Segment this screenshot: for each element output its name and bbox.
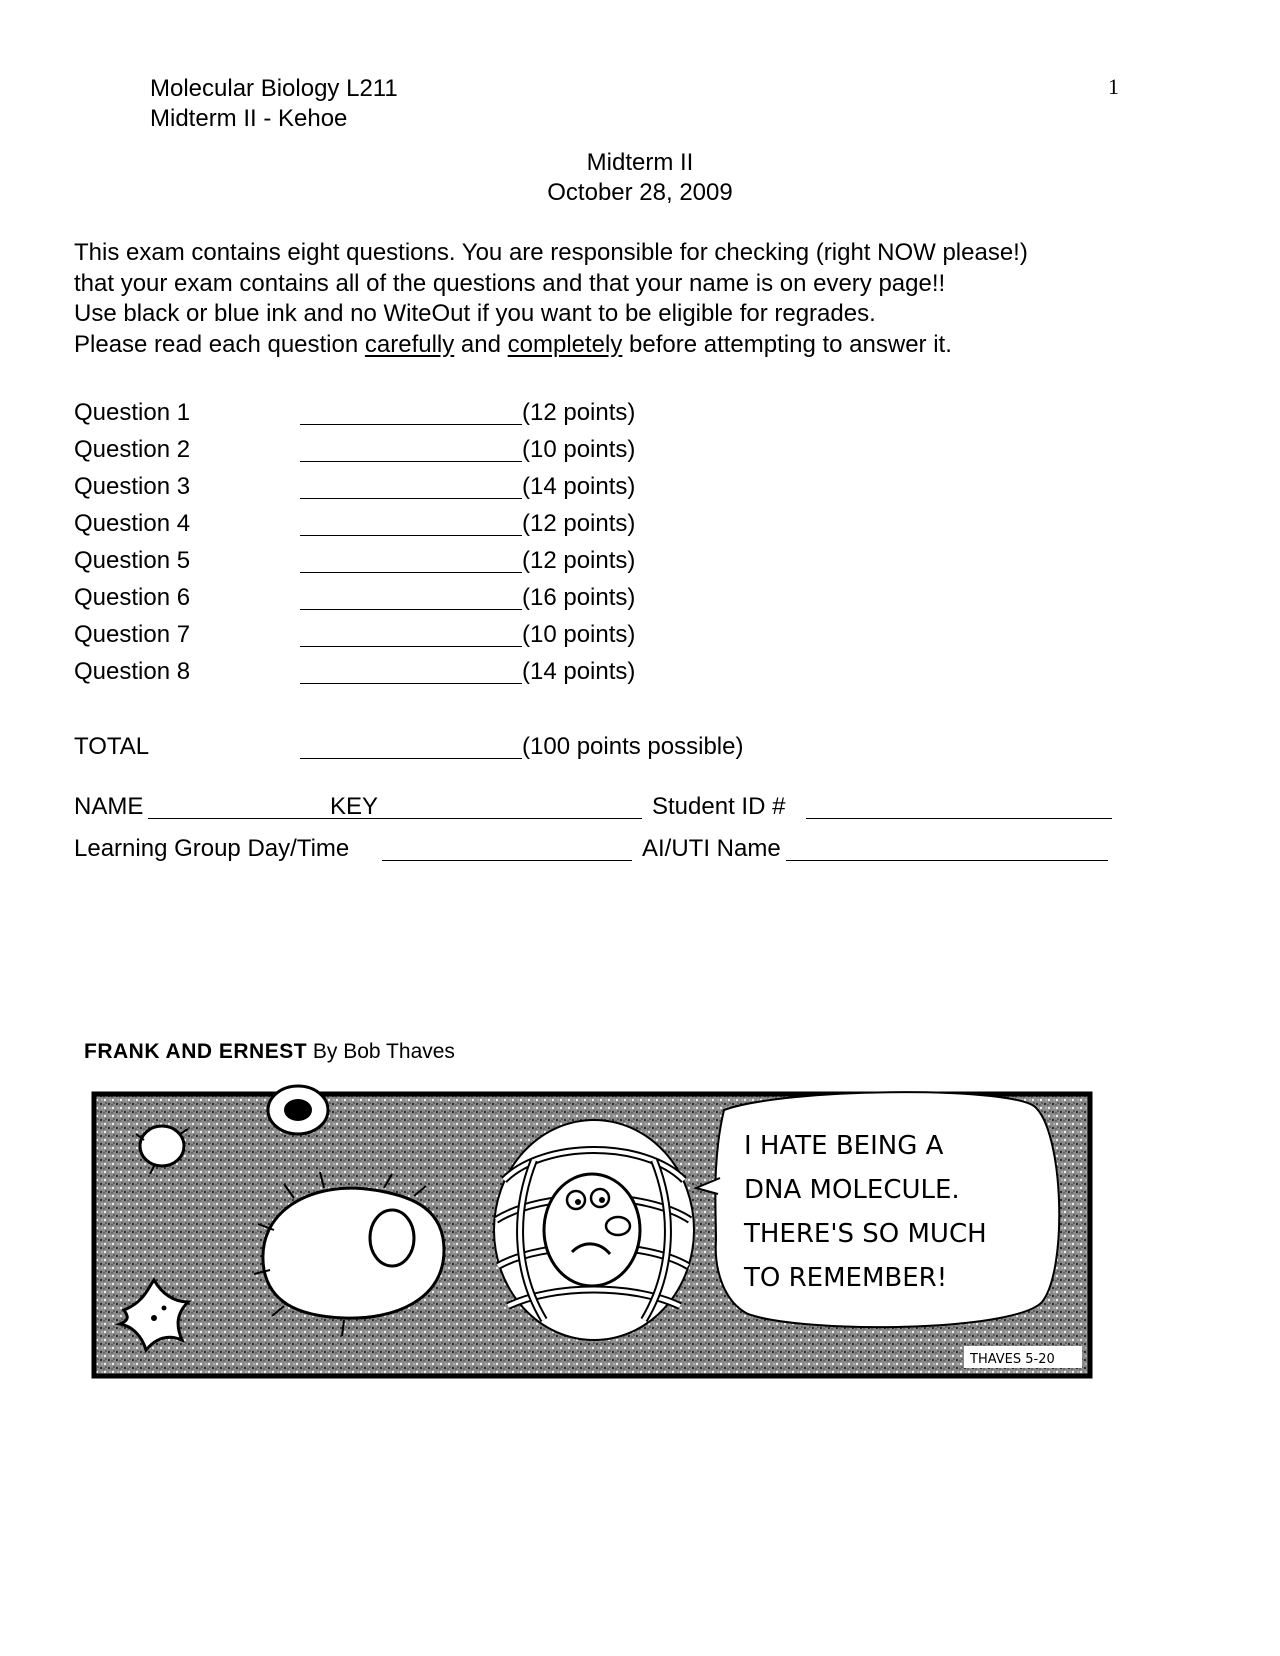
question-label: Question 3 <box>74 473 191 500</box>
instruction-line-4 <box>74 330 1224 361</box>
question-points: (14 points) <box>522 658 636 685</box>
question-label: Question 7 <box>74 621 191 648</box>
comic-byline: By Bob Thaves <box>307 1040 455 1063</box>
speech-line: I HATE BEING A <box>744 1131 944 1161</box>
score-row <box>74 472 774 502</box>
name-label: NAME <box>74 793 144 820</box>
score-blank[interactable] <box>300 546 522 573</box>
question-label: Question 5 <box>74 547 191 574</box>
ai-uti-field[interactable] <box>786 834 1108 861</box>
score-blank[interactable] <box>300 509 522 536</box>
student-id-field[interactable] <box>806 792 1112 819</box>
question-label: Question 8 <box>74 658 191 685</box>
instruction-line-4-end: before attempting to answer it. <box>622 330 952 358</box>
exam-date: October 28, 2009 <box>547 179 733 206</box>
question-label: Question 4 <box>74 510 191 537</box>
score-row <box>74 583 774 613</box>
comic-panel <box>84 1070 1104 1390</box>
speech-bubble <box>696 1092 1059 1327</box>
score-row <box>74 398 774 428</box>
score-row <box>74 620 774 650</box>
score-row <box>74 657 774 687</box>
instructions <box>74 238 1224 360</box>
artist-signature: THAVES 5-20 <box>970 1352 1055 1367</box>
name-value: KEY <box>330 793 379 820</box>
total-points: (100 points possible) <box>522 733 744 760</box>
ai-uti-label: AI/UTI Name <box>642 835 781 862</box>
score-blank[interactable] <box>300 657 522 684</box>
question-points: (16 points) <box>522 584 636 611</box>
score-row <box>74 509 774 539</box>
instruction-line-3: Use black or blue ink and no WiteOut if you want to be eligible for regrades. <box>74 300 876 327</box>
page-number: 1 <box>1108 74 1119 99</box>
question-points: (12 points) <box>522 510 636 537</box>
exam-label: Midterm II - Kehoe <box>150 105 348 132</box>
score-blank[interactable] <box>300 620 522 647</box>
cell-blob <box>268 1086 328 1134</box>
learning-group-field[interactable] <box>382 834 632 861</box>
instruction-line-1: This exam contains eight questions. You are responsible for checking (right NOW please!) <box>74 239 1028 266</box>
exam-title: Midterm II <box>586 149 694 176</box>
score-blank[interactable] <box>300 583 522 610</box>
course-title: Molecular Biology L211 <box>150 75 398 102</box>
score-blank[interactable] <box>300 435 522 462</box>
comic-title <box>84 1040 455 1064</box>
learning-group-label: Learning Group Day/Time <box>74 835 350 862</box>
name-field[interactable] <box>148 792 642 819</box>
total-label: TOTAL <box>74 733 150 760</box>
question-points: (10 points) <box>522 621 636 648</box>
course-header <box>150 74 398 134</box>
question-label: Question 2 <box>74 436 191 463</box>
dna-character <box>494 1120 694 1340</box>
student-id-label: Student ID # <box>652 793 786 820</box>
score-blank[interactable] <box>300 398 522 425</box>
question-points: (10 points) <box>522 436 636 463</box>
speech-line: DNA MOLECULE. <box>744 1175 960 1205</box>
speech-line: THERE'S SO MUCH <box>744 1219 987 1249</box>
instruction-line-4-and: and <box>454 330 508 358</box>
question-points: (12 points) <box>522 547 636 574</box>
question-label: Question 1 <box>74 399 191 426</box>
instruction-line-4-start: Please read each question <box>74 330 365 358</box>
comic-strip-name: FRANK AND ERNEST <box>84 1040 308 1063</box>
completely-emphasis: completely <box>507 330 623 358</box>
speech-line: TO REMEMBER! <box>744 1263 948 1293</box>
score-blank[interactable] <box>300 472 522 499</box>
question-points: (12 points) <box>522 399 636 426</box>
score-row <box>74 435 774 465</box>
total-blank[interactable] <box>300 732 522 759</box>
instruction-line-2: that your exam contains all of the questions and that your name is on every page!! <box>74 269 946 297</box>
question-label: Question 6 <box>74 584 191 611</box>
question-points: (14 points) <box>522 473 636 500</box>
total-row <box>74 732 774 762</box>
score-row <box>74 546 774 576</box>
carefully-emphasis: carefully <box>364 330 455 358</box>
